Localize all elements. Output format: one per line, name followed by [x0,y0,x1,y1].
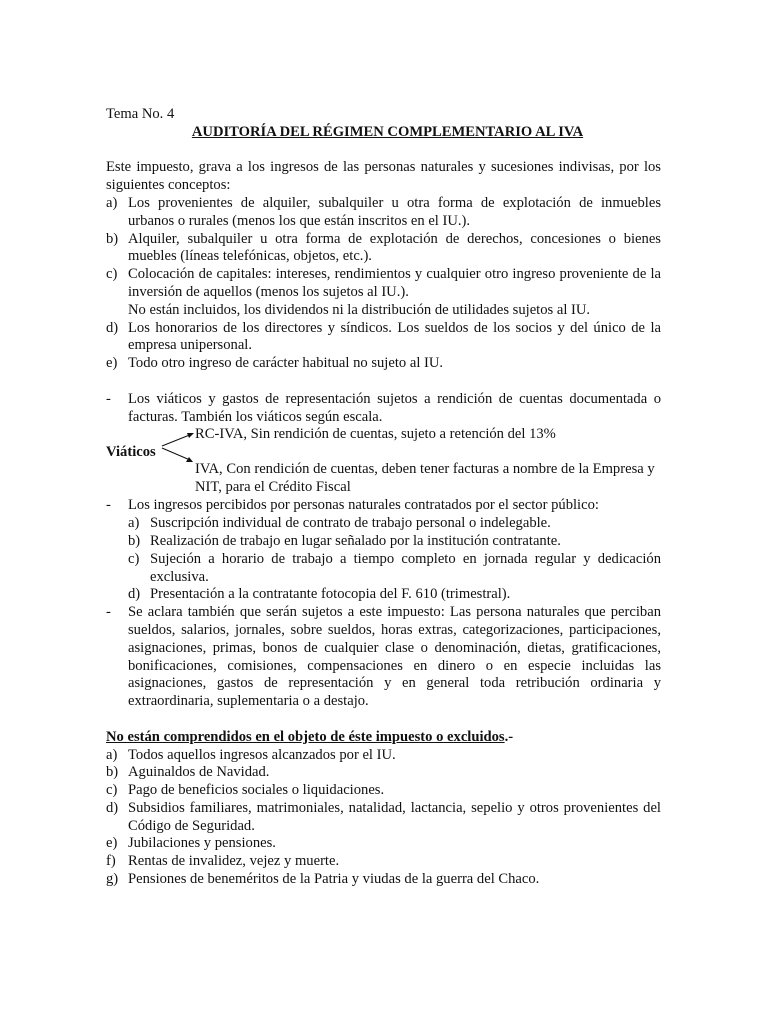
list-marker: a) [106,194,118,211]
list-item [106,871,661,889]
list-marker: a) [128,515,140,532]
list-marker: f) [106,853,116,870]
list-item [106,747,661,765]
list-item [106,266,661,319]
sub-list-item [128,515,661,533]
list-marker: a) [106,746,118,763]
list-text: Rentas de invalidez, vejez y muerte. [128,853,340,870]
bullet-marker: - [106,390,111,407]
bullet-marker: - [106,604,111,621]
list-text: Alquiler, subalquiler u otra forma de explotación de derechos, concesiones o bienes muebles (líneas telefónicas, objetos, etc.). [128,230,661,265]
list-text: Pago de beneficios sociales o liquidaciones. [128,782,385,799]
list-text: Los provenientes de alquiler, subalquiler u otra forma de explotación de inmuebles urbanos o rurales (menos los que están inscritos en el IU.). [128,194,661,229]
excluded-heading-suffix: .- [504,728,514,745]
bullet-text: Los viáticos y gastos de representación sujetos a rendición de cuentas documentada o facturas. También los viáticos según escala. [128,390,661,425]
bullet-marker: - [106,497,111,514]
bullet-text: Se aclara también que serán sujetos a este impuesto: Las persona naturales que perciban sueldos, salarios, jornales, sobre sueldos, horas extras, categorizaciones, participaciones, asignaciones, primas, bonos de cualquier clase o denominación, dietas, gratificaciones, bonificaciones, comisiones, compensaciones en dinero o en especie incluidas las asignaciones, gastos de representación y en general toda retribución ordinaria y extraordinaria, suplementaria o a destajo. [128,604,661,710]
viaticos-label: Viáticos [106,444,156,461]
bullet-text: Los ingresos percibidos por personas naturales contratados por el sector público: [128,497,599,514]
list-marker: b) [106,230,119,247]
list-text: Realización de trabajo en lugar señalado por la institución contratante. [150,532,561,549]
list-text: Subsidios familiares, matrimoniales, natalidad, lactancia, sepelio y otros provenientes del Código de Seguridad. [128,799,661,834]
list-text: Aguinaldos de Navidad. [128,764,270,781]
list-text: Jubilaciones y pensiones. [128,835,276,852]
list-marker: e) [106,835,118,852]
list-marker: d) [106,799,119,816]
list-marker: d) [128,586,141,603]
sub-list-item [128,551,661,587]
list-text: Colocación de capitales: intereses, rendimientos y cualquier otro ingreso proveniente de la inversión de aquellos (menos los sujetos al IU.). [128,266,661,300]
list-text: Todo otro ingreso de carácter habitual no sujeto al IU. [128,355,444,372]
list-item [106,800,661,836]
list-text: Sujeción a horario de trabajo a tiempo completo en jornada regular y dedicación exclusiva. [150,550,661,585]
list-item [106,320,661,356]
list-marker: c) [106,782,118,799]
viaticos-diagram [106,426,661,497]
list-marker: b) [128,532,141,549]
list-text: Presentación a la contratante fotocopia del F. 610 (trimestral). [150,586,511,603]
branch-arrows-icon [158,426,198,468]
list-marker: g) [106,871,119,888]
list-note: No están incluidos, los dividendos ni la distribución de utilidades sujetos al IU. [128,301,591,318]
sub-list-item [128,533,661,551]
list-item [106,355,661,373]
list-text: Suscripción individual de contrato de trabajo personal o indelegable. [150,515,551,532]
list-marker: c) [128,550,140,567]
list-item [106,853,661,871]
document-body [106,106,661,889]
excluded-heading [106,729,661,747]
list-marker: c) [106,266,118,283]
document-title: AUDITORÍA DEL RÉGIMEN COMPLEMENTARIO AL IVA [191,123,584,140]
sub-list-item [128,586,661,604]
list-item [106,231,661,267]
list-item [106,764,661,782]
list-item [106,835,661,853]
intro-paragraph: Este impuesto, grava a los ingresos de las personas naturales y sucesiones indivisas, por los siguientes conceptos: [106,159,661,194]
viaticos-iva: IVA, Con rendición de cuentas, deben tener facturas a nombre de la Empresa y NIT, para el Crédito Fiscal [195,461,655,496]
bullet-public-sector [106,497,661,515]
viaticos-rc-iva: RC-IVA, Sin rendición de cuentas, sujeto a retención del 13% [195,426,556,443]
list-item [106,195,661,231]
list-marker: e) [106,355,118,372]
list-text: Los honorarios de los directores y síndicos. Los sueldos de los socios y del único de la empresa unipersonal. [128,319,661,354]
list-text: Pensiones de beneméritos de la Patria y viudas de la guerra del Chaco. [128,871,540,888]
bullet-viaticos [106,391,661,427]
list-text: Todos aquellos ingresos alcanzados por el IU. [128,746,396,763]
list-marker: b) [106,764,119,781]
list-marker: d) [106,319,119,336]
bullet-also-subject [106,604,661,711]
list-item [106,782,661,800]
topic-label: Tema No. 4 [106,106,175,122]
excluded-heading-text: No están comprendidos en el objeto de éste impuesto o excluidos [106,728,505,745]
